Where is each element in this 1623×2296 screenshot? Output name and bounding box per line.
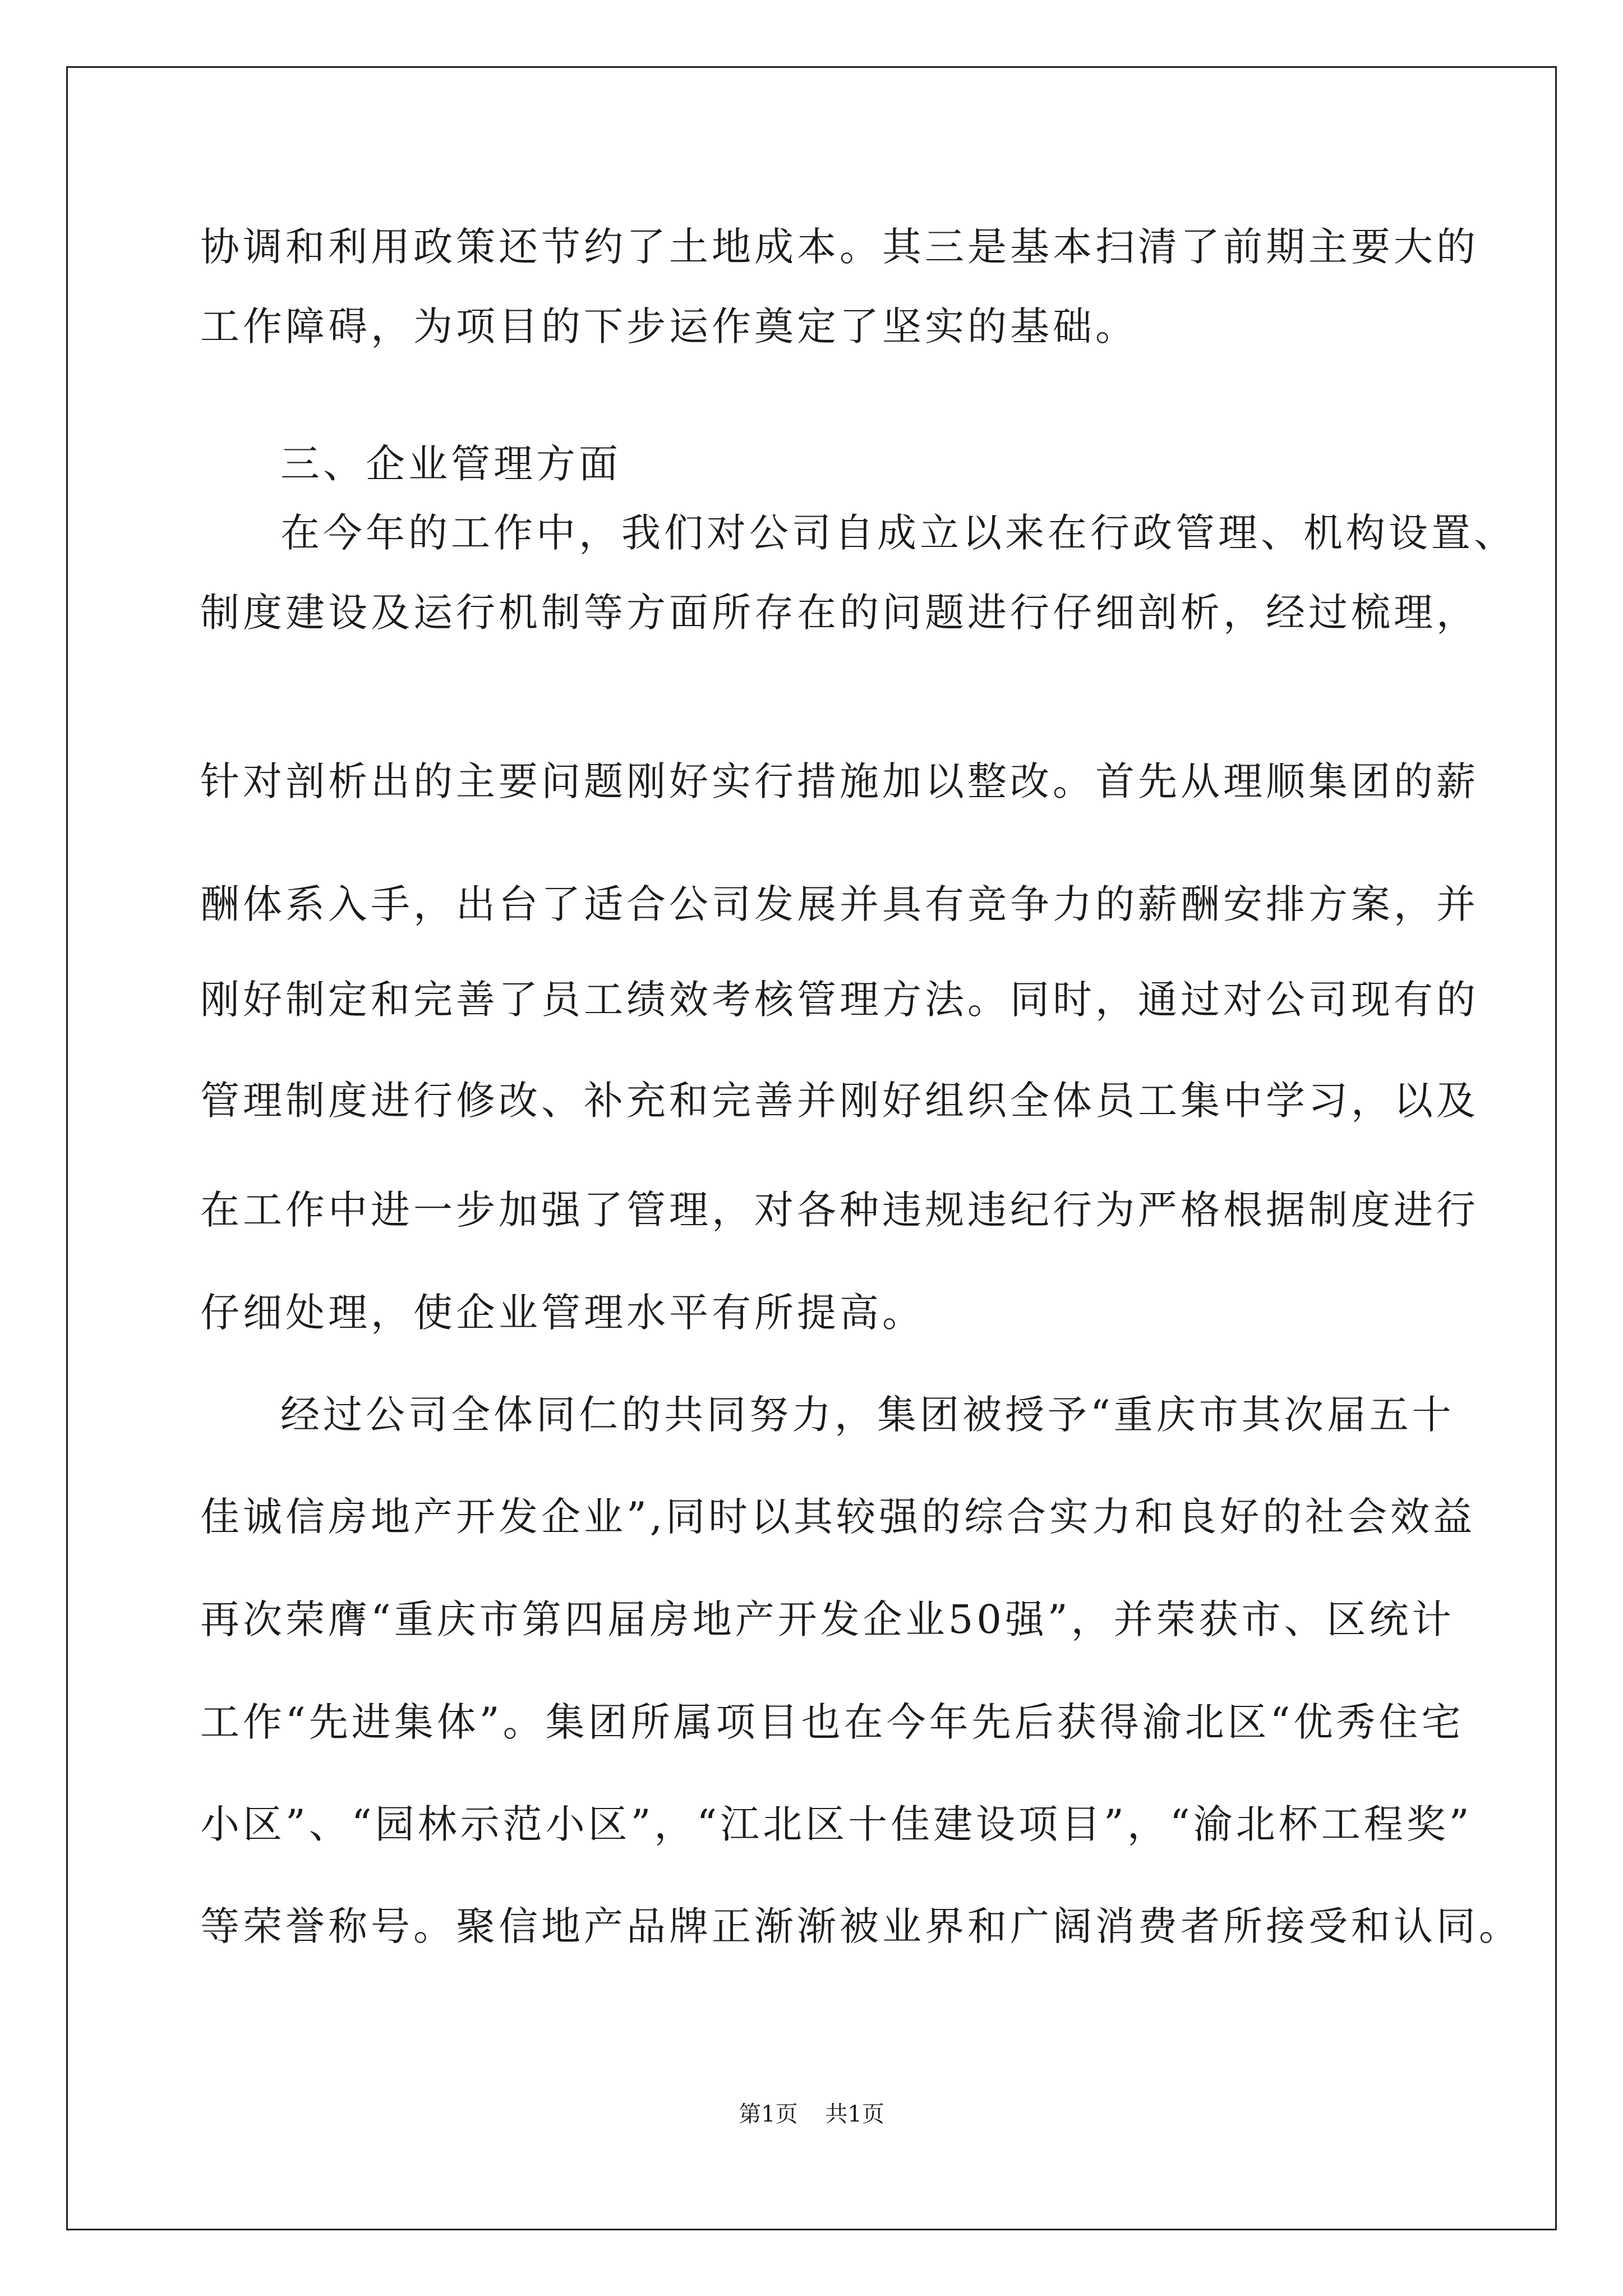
text-line: 经过公司全体同仁的共同努力，集团被授予“重庆市其次届五十 — [280, 1392, 1455, 1438]
page-total: 共1页 — [825, 2101, 884, 2127]
text-line: 佳诚信房地产开发企业”,同时以其较强的综合实力和良好的社会效益 — [200, 1494, 1476, 1540]
text-line: 管理制度进行修改、补充和完善并刚好组织全体员工集中学习，以及 — [200, 1078, 1479, 1124]
text-line: 刚好制定和完善了员工绩效考核管理方法。同时，通过对公司现有的 — [200, 977, 1479, 1023]
text-line: 协调和利用政策还节约了土地成本。其三是基本扫清了前期主要大的 — [200, 224, 1479, 270]
text-line: 工作障碍，为项目的下步运作奠定了坚实的基础。 — [200, 303, 1138, 349]
page-number: 第1页 — [739, 2101, 798, 2127]
text-line: 等荣誉称号。聚信地产品牌正渐渐被业界和广阔消费者所接受和认同。 — [200, 1903, 1521, 1949]
text-line: 再次荣膺“重庆市第四届房地产开发企业50强”，并荣获市、区统计 — [200, 1596, 1455, 1642]
section-heading: 三、企业管理方面 — [280, 441, 621, 487]
text-line: 在今年的工作中，我们对公司自成立以来在行政管理、机构设置、 — [280, 510, 1516, 556]
text-line: 针对剖析出的主要问题刚好实行措施加以整改。首先从理顺集团的薪 — [200, 758, 1479, 804]
text-line: 制度建设及运行机制等方面所存在的问题进行仔细剖析，经过梳理， — [200, 590, 1479, 636]
text-line: 仔细处理，使企业管理水平有所提高。 — [200, 1290, 925, 1336]
text-line: 在工作中进一步加强了管理，对各种违规违纪行为严格根据制度进行 — [200, 1187, 1479, 1233]
text-line: 酬体系入手，出台了适合公司发展并具有竞争力的薪酬安排方案，并 — [200, 881, 1479, 927]
text-line: 小区”、“园林示范小区”，“江北区十佳建设项目”，“渝北杯工程奖” — [200, 1801, 1473, 1847]
text-line: 工作“先进集体”。集团所属项目也在今年先后获得渝北区“优秀住宅 — [200, 1699, 1464, 1745]
page-footer — [0, 2101, 1623, 2128]
